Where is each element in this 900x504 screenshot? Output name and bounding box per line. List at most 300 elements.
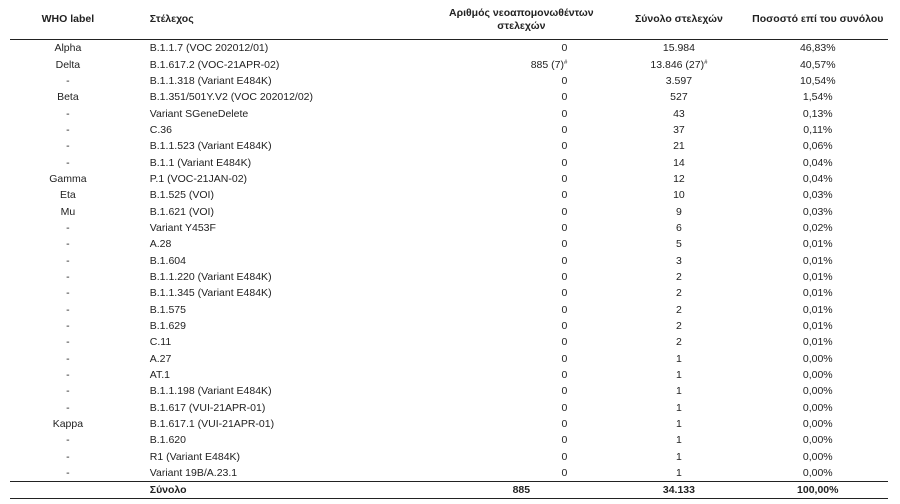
cell-who-label [10,56,126,72]
table-row [10,122,888,138]
cell-strain [126,449,433,465]
cell-who-label-text: Gamma [49,172,87,185]
table-row [10,318,888,334]
cell-who-label [10,73,126,89]
cell-new-isolated [432,302,610,318]
cell-strain [126,334,433,350]
cell-strain-text: B.1.1.523 (Variant E484K) [149,140,272,153]
cell-who-label-text: - [66,385,70,398]
cell-new-isolated-text: 0 [561,434,568,447]
cell-percent [748,383,888,399]
cell-percent-text: 0,01% [802,303,833,316]
cell-new-isolated-text: 0 [561,91,568,104]
cell-percent-text: 0,01% [802,270,833,283]
cell-who-label-text: Alpha [54,42,82,55]
cell-new-isolated-text: 0 [561,270,568,283]
cell-new-isolated [432,122,610,138]
cell-total [610,73,747,89]
cell-new-isolated [432,73,610,89]
cell-percent [748,105,888,121]
cell-strain-text: B.1.1.198 (Variant E484K) [149,385,272,398]
cell-percent [748,367,888,383]
cell-who-label [10,400,126,416]
cell-strain-text: Variant Y453F [149,221,216,234]
cell-who-label [10,203,126,219]
footnote-marker: # [704,59,708,66]
cell-who-label [10,236,126,252]
table-total-row [10,482,888,499]
table-row [10,432,888,448]
cell-who-label-text: - [66,156,70,169]
cell-strain [126,432,433,448]
table-row [10,302,888,318]
cell-strain [126,56,433,72]
cell-total [610,138,747,154]
cell-strain [126,171,433,187]
cell-strain [126,269,433,285]
table-row [10,367,888,383]
cell-strain-text: A.27 [149,352,172,365]
table-row [10,40,888,57]
table-row [10,138,888,154]
cell-new-isolated [432,171,610,187]
cell-percent [748,318,888,334]
cell-new-isolated [432,187,610,203]
cell-who-label-text: - [66,434,70,447]
cell-percent [748,400,888,416]
cell-strain [126,252,433,268]
cell-percent-text: 46,83% [799,42,836,55]
table-row [10,416,888,432]
cell-total-text: 2 [676,320,682,333]
cell-who-label-text: - [66,270,70,283]
cell-new-isolated-text: 0 [561,172,568,185]
table-row [10,187,888,203]
table-row [10,171,888,187]
cell-new-isolated-text: 885 (7) [530,58,564,71]
cell-who-label [10,187,126,203]
cell-new-isolated-text: 0 [561,287,568,300]
cell-strain [126,40,433,57]
cell-strain-text: AT.1 [149,369,170,382]
cell-strain-text: B.1.1 (Variant E484K) [149,156,252,169]
cell-new-isolated-text: 0 [561,107,568,120]
cell-new-isolated-text: 0 [561,336,568,349]
cell-who-label-text: - [66,336,70,349]
cell-percent-text: 0,04% [802,156,833,169]
cell-total-text: 1 [676,434,682,447]
cell-new-isolated [432,203,610,219]
cell-new-isolated-text: 0 [561,42,568,55]
cell-percent-text: 0,00% [802,385,833,398]
cell-who-label [10,318,126,334]
table-body [10,40,888,482]
cell-percent [748,269,888,285]
table-row [10,89,888,105]
cell-total [610,40,747,57]
table-row [10,220,888,236]
cell-percent-text: 0,00% [802,401,833,414]
cell-total [610,416,747,432]
cell-strain [126,105,433,121]
cell-total [610,269,747,285]
cell-total [610,187,747,203]
cell-new-isolated-text: 0 [561,140,568,153]
cell-strain [126,187,433,203]
cell-percent-text: 0,00% [802,450,833,463]
cell-total-text: 3.597 [665,74,693,87]
cell-new-isolated-text: 0 [561,352,568,365]
cell-who-label [10,138,126,154]
table-row [10,56,888,72]
cell-new-isolated-text: 0 [561,320,568,333]
cell-new-isolated-text: 0 [561,385,568,398]
cell-total-text: 1 [676,385,682,398]
cell-total-text: 9 [676,205,682,218]
cell-total-text: 527 [670,91,688,104]
cell-total-text: 37 [673,123,685,136]
cell-strain [126,73,433,89]
header-strain: Στέλεχος [126,0,433,40]
cell-strain-text: A.28 [149,238,172,251]
cell-percent-text: 0,11% [803,123,833,136]
cell-new-isolated-text: 0 [561,450,568,463]
cell-who-label-text: - [66,369,70,382]
cell-who-label [10,416,126,432]
cell-total [610,236,747,252]
cell-total [610,171,747,187]
cell-total-text: 3 [676,254,682,267]
cell-percent [748,334,888,350]
cell-total [610,252,747,268]
table-row [10,383,888,399]
cell-who-label-text: Delta [55,58,81,71]
table-row [10,269,888,285]
cell-new-isolated-text: 0 [561,221,568,234]
cell-percent-text: 0,03% [802,205,833,218]
cell-new-isolated-text: 0 [561,418,568,431]
cell-total-text: 1 [676,450,682,463]
cell-total [610,334,747,350]
table-row [10,465,888,482]
cell-total [610,220,747,236]
cell-strain [126,383,433,399]
cell-percent-text: 0,00% [802,467,833,480]
cell-who-label-text: Beta [57,91,79,104]
cell-strain-text: B.1.621 (VOI) [149,205,214,218]
cell-who-label [10,40,126,57]
cell-total [610,465,747,482]
cell-strain-text: B.1.620 [149,434,186,447]
cell-total-text: 21 [673,140,685,153]
table-row [10,105,888,121]
cell-new-isolated [432,252,610,268]
cell-strain-text: C.36 [149,123,172,136]
cell-strain-text: Variant SGeneDelete [149,107,249,120]
cell-new-isolated [432,269,610,285]
cell-total [610,285,747,301]
cell-strain-text: B.1.617 (VUI-21APR-01) [149,401,266,414]
cell-strain [126,465,433,482]
cell-new-isolated [432,138,610,154]
variant-table [10,0,888,499]
cell-percent-text: 0,00% [802,352,833,365]
cell-percent [748,351,888,367]
cell-total-text: 10 [673,189,685,202]
cell-new-isolated [432,416,610,432]
cell-strain-text: B.1.1.345 (Variant E484K) [149,287,272,300]
cell-total [610,203,747,219]
cell-total [610,56,747,72]
cell-who-label [10,367,126,383]
cell-percent-text: 1,54% [802,91,833,104]
cell-new-isolated [432,465,610,482]
cell-total-text: 1 [676,467,682,480]
table-row [10,449,888,465]
table-row [10,236,888,252]
table-row [10,285,888,301]
cell-who-label [10,220,126,236]
cell-new-isolated [432,236,610,252]
cell-total [610,122,747,138]
cell-total-text: 1 [676,418,682,431]
cell-percent [748,89,888,105]
cell-who-label [10,351,126,367]
cell-who-label-text: - [66,467,70,480]
cell-total [610,449,747,465]
cell-total-text: 13.846 (27) [650,58,705,71]
cell-total-text: 15.984 [662,42,695,55]
cell-total-text: 1 [676,401,682,414]
cell-new-isolated-text: 0 [561,123,568,136]
variant-table-document [10,0,888,499]
cell-strain [126,154,433,170]
cell-percent [748,154,888,170]
cell-who-label [10,302,126,318]
header-total: Σύνολο στελεχών [610,0,747,40]
cell-total [610,432,747,448]
cell-percent-text: 0,01% [802,320,833,333]
total-percent: 100,00% [748,482,888,499]
cell-who-label [10,122,126,138]
cell-percent [748,73,888,89]
cell-new-isolated [432,334,610,350]
total-new-isolated: 885 [432,482,610,499]
cell-percent-text: 0,02% [802,221,833,234]
cell-percent-text: 0,00% [802,418,833,431]
cell-who-label-text: - [66,238,70,251]
table-row [10,154,888,170]
footnote-marker: # [563,59,568,66]
cell-percent-text: 0,03% [802,189,833,202]
table-row [10,400,888,416]
cell-who-label-text: - [66,352,70,365]
cell-percent-text: 0,13% [802,107,833,120]
cell-who-label-text: - [66,287,70,300]
cell-who-label-text: - [66,254,70,267]
cell-percent-text: 0,01% [802,287,833,300]
cell-total [610,400,747,416]
cell-who-label-text: - [66,401,70,414]
cell-new-isolated-text: 0 [561,205,568,218]
cell-percent [748,171,888,187]
cell-total-text: 2 [676,270,682,283]
cell-strain [126,220,433,236]
cell-new-isolated-text: 0 [561,189,568,202]
cell-percent [748,449,888,465]
cell-percent [748,252,888,268]
header-percent: Ποσοστό επί του συνόλου [748,0,888,40]
cell-percent-text: 40,57% [799,58,836,71]
cell-new-isolated-text: 0 [561,238,568,251]
cell-new-isolated-text: 0 [561,74,568,87]
cell-total [610,89,747,105]
cell-strain [126,203,433,219]
cell-who-label [10,383,126,399]
cell-new-isolated [432,318,610,334]
cell-new-isolated [432,432,610,448]
cell-who-label-text: - [66,450,70,463]
cell-percent [748,122,888,138]
cell-new-isolated-text: 0 [561,254,568,267]
cell-who-label-text: - [66,140,70,153]
table-row [10,203,888,219]
cell-strain-text: B.1.1.7 (VOC 202012/01) [149,42,269,55]
cell-total [610,318,747,334]
cell-who-label [10,285,126,301]
table-row [10,351,888,367]
cell-who-label [10,89,126,105]
cell-percent [748,432,888,448]
cell-percent-text: 0,06% [802,140,833,153]
cell-percent [748,40,888,57]
cell-who-label [10,154,126,170]
cell-total [610,351,747,367]
cell-new-isolated-text: 0 [561,369,568,382]
cell-strain [126,318,433,334]
cell-new-isolated [432,400,610,416]
cell-strain [126,285,433,301]
cell-new-isolated [432,383,610,399]
cell-strain-text: B.1.525 (VOI) [149,189,214,202]
cell-strain [126,351,433,367]
cell-strain [126,236,433,252]
cell-new-isolated-text: 0 [561,156,568,169]
cell-strain-text: B.1.604 [149,254,186,267]
cell-who-label-text: Kappa [52,418,84,431]
cell-strain [126,89,433,105]
cell-percent-text: 0,00% [802,434,833,447]
cell-total-text: 43 [673,107,685,120]
cell-new-isolated [432,367,610,383]
cell-percent [748,56,888,72]
cell-who-label [10,432,126,448]
cell-total-text: 5 [676,238,682,251]
cell-strain [126,122,433,138]
cell-percent-text: 0,01% [802,336,833,349]
cell-percent-text: 0,01% [802,254,833,267]
cell-total-text: 1 [676,352,682,365]
cell-new-isolated [432,40,610,57]
cell-who-label-text: - [66,107,70,120]
cell-new-isolated-text: 0 [561,467,568,480]
table-header-row [10,0,888,40]
cell-percent-text: 0,00% [802,369,833,382]
cell-strain-text: B.1.617.1 (VUI-21APR-01) [149,418,275,431]
cell-new-isolated [432,56,610,72]
cell-percent [748,138,888,154]
cell-percent [748,465,888,482]
cell-percent [748,203,888,219]
header-who-label: WHO label [10,0,126,40]
header-new-isolated: Αριθμός νεοαπομονωθέντων στελεχών [432,0,610,40]
total-label: Σύνολο [126,482,433,499]
cell-percent [748,187,888,203]
table-row [10,252,888,268]
cell-strain-text: Variant 19B/A.23.1 [149,467,238,480]
cell-total-text: 12 [673,172,685,185]
cell-strain-text: B.1.1.318 (Variant E484K) [149,74,272,87]
table-row [10,73,888,89]
cell-total [610,302,747,318]
cell-strain-text: B.1.617.2 (VOC-21APR-02) [149,58,280,71]
cell-percent [748,285,888,301]
cell-who-label-text: - [66,320,70,333]
cell-who-label [10,252,126,268]
cell-who-label-text: - [66,123,70,136]
cell-strain [126,138,433,154]
cell-total [610,383,747,399]
cell-strain-text: B.1.1.220 (Variant E484K) [149,270,272,283]
cell-percent [748,416,888,432]
cell-strain-text: B.1.629 [149,320,186,333]
cell-new-isolated [432,154,610,170]
cell-percent [748,236,888,252]
cell-strain-text: B.1.575 [149,303,186,316]
total-strains: 34.133 [610,482,747,499]
cell-new-isolated [432,89,610,105]
cell-total [610,367,747,383]
cell-percent-text: 0,04% [802,172,833,185]
cell-who-label-text: Mu [60,205,76,218]
cell-who-label-text: Eta [60,189,76,202]
cell-new-isolated [432,105,610,121]
cell-strain-text: B.1.351/501Y.V2 (VOC 202012/02) [149,91,314,104]
cell-who-label-text: - [66,74,70,87]
cell-who-label [10,449,126,465]
cell-who-label [10,269,126,285]
cell-new-isolated [432,220,610,236]
cell-total-text: 14 [673,156,685,169]
cell-total-text: 6 [676,221,682,234]
cell-who-label [10,171,126,187]
cell-total-text: 2 [676,303,682,316]
cell-who-label-text: - [66,303,70,316]
cell-total-text: 2 [676,287,682,300]
cell-strain-text: R1 (Variant E484K) [149,450,241,463]
cell-strain-text: C.11 [149,336,172,349]
cell-strain-text: P.1 (VOC-21JAN-02) [149,172,248,185]
cell-new-isolated-text: 0 [561,303,568,316]
cell-who-label-text: - [66,221,70,234]
cell-percent-text: 0,01% [802,238,833,251]
total-who-cell [10,482,126,499]
table-row [10,334,888,350]
cell-total [610,105,747,121]
cell-who-label [10,334,126,350]
cell-who-label [10,465,126,482]
cell-percent [748,220,888,236]
